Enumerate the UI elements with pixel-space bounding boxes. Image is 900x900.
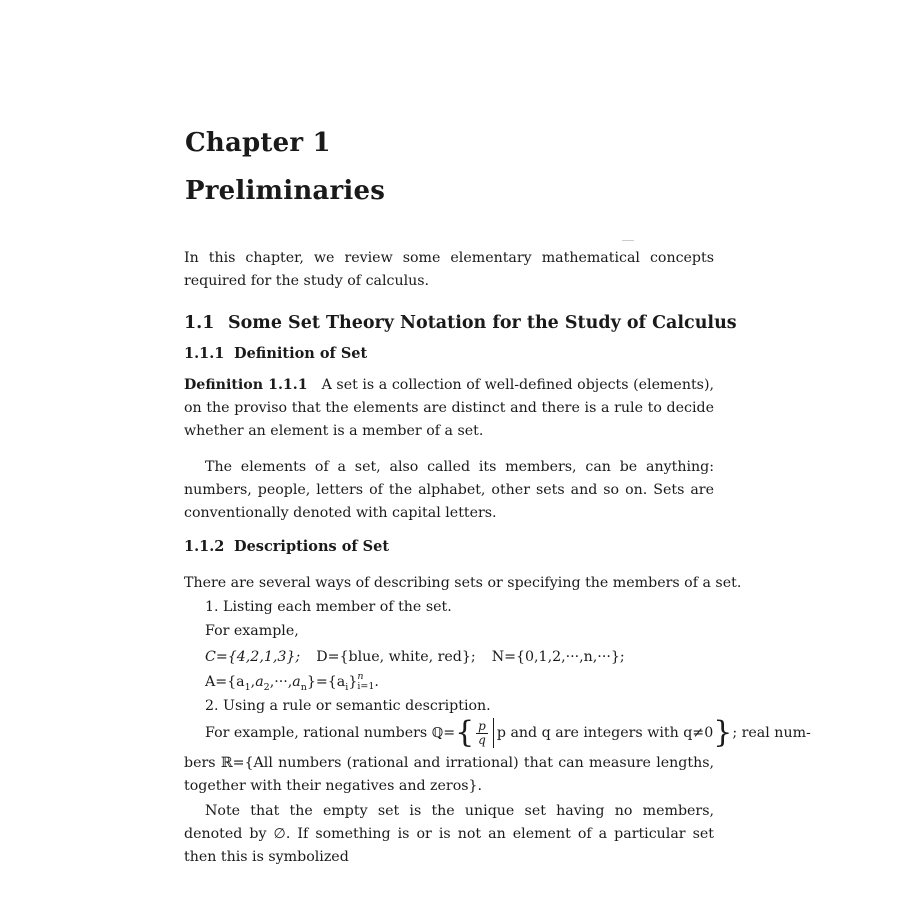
- rationals-example: For example, rational numbers ℚ={ $\frac{p}{q}$ p and q are integers with q≠0}; real num-: [205, 715, 811, 750]
- subsection-number: 1.1.2: [184, 538, 225, 555]
- chapter-label: Chapter 1: [185, 128, 331, 158]
- example-label: For example,: [205, 623, 299, 639]
- definition-label: Definition 1.1.1: [184, 377, 308, 393]
- empty-set-note: Note that the empty set is the unique set having no members, denoted by ∅. If something is or is not an element of a particular set then this is symbolized: [184, 803, 714, 865]
- set-n: N={0,1,2,···,n,···};: [491, 649, 625, 665]
- section-number: 1.1: [184, 313, 215, 333]
- subsection-heading-definition: [184, 345, 367, 362]
- definition-block: [184, 374, 714, 443]
- list-item-rule: 2. Using a rule or semantic description.: [205, 698, 491, 714]
- set-a-mid: }={a: [306, 674, 346, 690]
- intro-paragraph: In this chapter, we review some elementary mathematical concepts required for the study of calculus.: [184, 250, 714, 289]
- subsection-heading-descriptions: [184, 538, 389, 555]
- subsection-number: 1.1.1: [184, 345, 225, 362]
- rationals-prefix: For example, rational numbers: [205, 725, 432, 741]
- rationals-suffix: ; real num-: [732, 725, 811, 741]
- set-c: C={4,2,1,3};: [205, 649, 301, 665]
- set-a-left: A={a: [205, 674, 245, 690]
- scan-artifact: [622, 240, 634, 241]
- set-a-expression: $A=\{a_1,a_2,\cdot\cdot\cdot,a_n\}=\{a_i\}$ n i=1 .: [205, 671, 379, 693]
- section-title: Some Set Theory Notation for the Study of Calculus: [228, 313, 737, 333]
- subsection-title: Definition of Set: [234, 345, 368, 362]
- paragraph-set-members: The elements of a set, also called its members, can be anything: numbers, people, letters of the alphabet, other sets and so on. Sets are conventionally denoted with capital letters.: [184, 459, 714, 521]
- subsection-title: Descriptions of Set: [234, 538, 390, 555]
- set-examples: [205, 646, 625, 669]
- chapter-title: Preliminaries: [185, 176, 386, 206]
- fraction-p-over-q: $\frac{p}{q}$: [478, 718, 486, 747]
- list-item-listing: 1. Listing each member of the set.: [205, 599, 452, 615]
- set-d: D={blue, white, red};: [316, 649, 476, 665]
- paragraph-ways: There are several ways of describing sets or specifying the members of a set.: [184, 575, 742, 591]
- definition-text: A set is a collection of well-defined objects (elements), on the proviso that the elements are distinct and there is a rule to decide whether an element is a member of a set.: [184, 377, 714, 439]
- rationals-symbol: ℚ: [431, 725, 444, 741]
- reals-paragraph: bers ℝ={All numbers (rational and irrational) that can measure lengths, together with their negatives and zeros}.: [184, 755, 714, 794]
- section-heading: [184, 313, 737, 333]
- rationals-condition: p and q are integers with q≠0: [496, 725, 714, 741]
